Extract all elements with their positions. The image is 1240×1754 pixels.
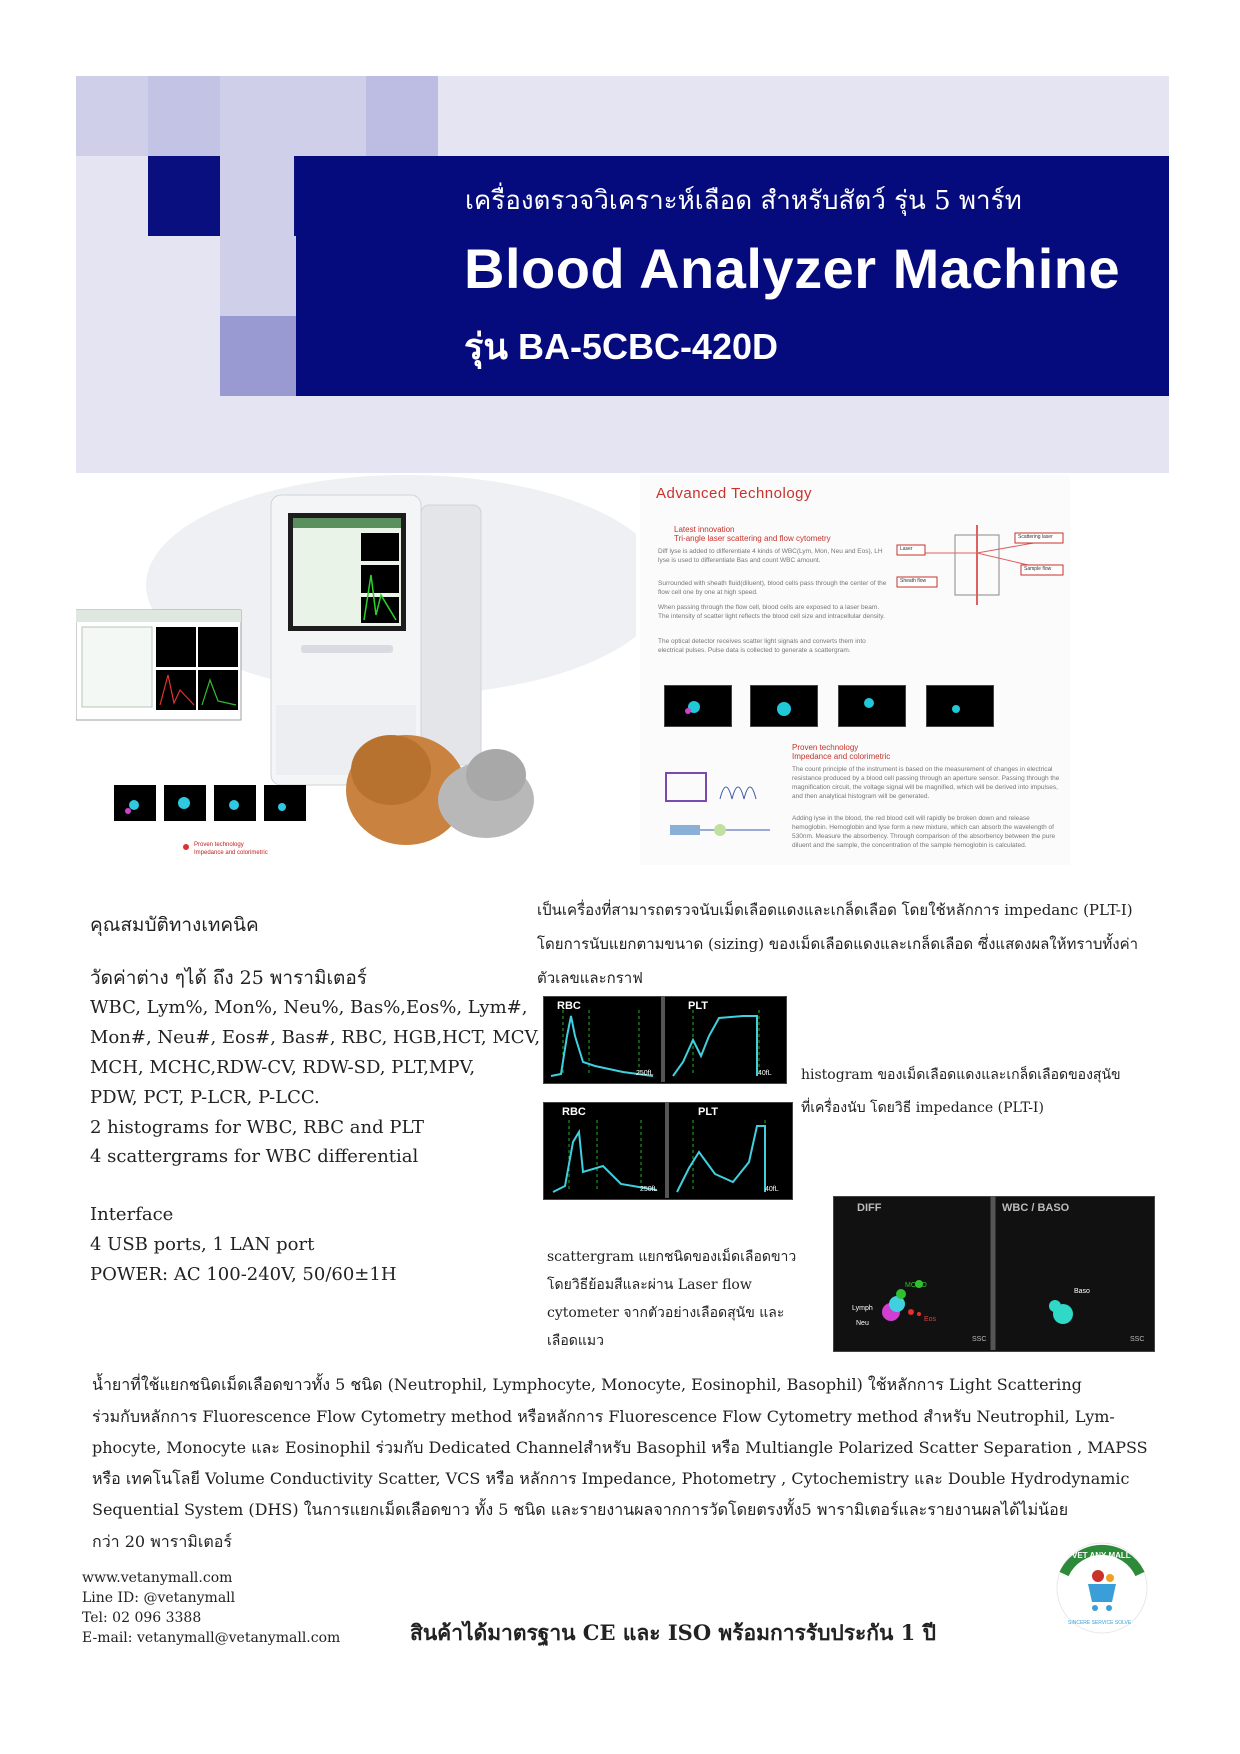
right-para-line: ตัวเลขและกราฟ: [537, 969, 643, 987]
tech-para-6: Adding lyse in the blood, the red blood cell will rapidly be broken down and release hemoglobin. Hemoglobin and lyse form a new mixture, which can absorb the wavelength of 530nm. Measure the absorbency. Through comparison of the absorbency between the pure diluent and the sample, the concentration of the sample hemoglobin is calculated.: [792, 815, 1056, 849]
rbc-axis: 250fL: [636, 1070, 654, 1077]
technology-panel: [640, 475, 1070, 865]
spec-line: MCH, MCHC,RDW-CV, RDW-SD, PLT,MPV,: [90, 1057, 476, 1078]
scatter-dots: [664, 685, 994, 725]
ssc-label: SSC: [1130, 1336, 1145, 1343]
neu-label: Neu: [856, 1320, 869, 1327]
lymph-label: Lymph: [852, 1305, 873, 1312]
footer-website[interactable]: www.vetanymall.com: [82, 1570, 233, 1586]
scatter-caption: scattergram แยกชนิดของเม็ดเลือดขาว: [547, 1249, 797, 1265]
header-mid-square: [220, 316, 296, 396]
tech-heading: Advanced Technology: [656, 485, 812, 502]
header-bg-square: [148, 76, 220, 156]
header-model: รุ่น BA-5CBC-420D: [464, 326, 778, 367]
proven-sub: Impedance and colorimetric: [792, 752, 891, 761]
innovation-title: Latest innovation: [674, 525, 735, 534]
spec-line: PDW, PCT, P-LCR, P-LCC.: [90, 1087, 320, 1108]
plt-axis: 40fL: [758, 1070, 772, 1077]
tech-para-2: Surrounded with sheath fluid(diluent), blood cells pass through the center of the flow cell one by one at high speed.: [658, 580, 887, 596]
tech-para-5: The count principle of the instrument is based on the measurement of changes in electrical resistance produced by a blood cell passing through an aperture sensor. Passing through the magnification circuit, the voltage signal will be magnified, which will be derived into impulses, and then analytical histogram will be generated.: [792, 766, 1060, 800]
baso-label: Baso: [1074, 1288, 1090, 1295]
diagram-label-laser: Laser: [900, 546, 913, 552]
product-image: [76, 475, 636, 865]
plt-label: PLT: [698, 1106, 718, 1118]
footer-line-id: Line ID: @vetanymall: [82, 1590, 236, 1606]
ssc-label: SSC: [972, 1336, 987, 1343]
interface-heading: Interface: [90, 1204, 174, 1225]
bottom-para-line: หรือ เทคโนโลยี Volume Conductivity Scatter, VCS หรือ หลักการ Impedance, Photometry , Cytochemistry และ Double Hydrodynamic: [92, 1469, 1130, 1488]
tech-para-4: The optical detector receives scatter light signals and converts them into electrical pulses. Pulse data is collected to generate a scattergram.: [658, 638, 866, 654]
header-mid-square: [220, 156, 296, 316]
spec-line: 2 histograms for WBC, RBC and PLT: [90, 1117, 424, 1138]
footer-email[interactable]: E-mail: vetanymall@vetanymall.com: [82, 1630, 341, 1646]
analyzer-illustration: [76, 475, 636, 865]
impedance-diagram: [660, 765, 785, 855]
bottom-para-line: phocyte, Monocyte และ Eosinophil ร่วมกับ Dedicated Channelสำหรับ Basophil หรือ Multiangle Polarized Scatter Separation , MAPSS: [92, 1438, 1148, 1457]
scatter-caption: cytometer จากตัวอย่างเลือดสุนัข และ: [547, 1305, 785, 1321]
scatter-caption: โดยวิธีย้อมสีและผ่าน Laser flow: [547, 1277, 752, 1293]
tech-para-1: Diff lyse is added to differentiate 4 kinds of WBC(Lym, Mon, Neu and Eos), LH lyse is used to differentiate Bas and count WBC amount.: [658, 548, 883, 564]
header-subtitle: เครื่องตรวจวิเคราะห์เลือด สำหรับสัตว์ รุ่น 5 พาร์ท: [465, 186, 1022, 216]
header-title: Blood Analyzer Machine: [464, 237, 1121, 300]
logo-text: VET ANY MALL: [1072, 1551, 1131, 1560]
specs-heading: คุณสมบัติทางเทคนิค: [90, 914, 259, 936]
bottom-para-line: กว่า 20 พารามิเตอร์: [92, 1532, 232, 1551]
tech-para-3: When passing through the flow cell, blood cells are exposed to a laser beam. The intensity of scatter light reflects the blood cell size and intracellular density.: [658, 604, 885, 620]
histogram-caption: ที่เครื่องนับ โดยวิธี impedance (PLT-I): [801, 1100, 1044, 1116]
right-para-line: โดยการนับแยกตามขนาด (sizing) ของเม็ดเลือดแดงและเกล็ดเลือด ซึ่งแสดงผลให้ทราบทั้งค่า: [537, 935, 1139, 953]
rbc-label: RBC: [562, 1106, 586, 1118]
rbc-label: RBC: [557, 1000, 581, 1012]
diagram-label-scattering: Scattering laser: [1018, 534, 1053, 540]
image-caption-title: Proven technology: [194, 842, 244, 848]
specs-param-intro: วัดค่าต่าง ๆได้ ถึง 25 พารามิเตอร์: [90, 967, 367, 989]
spec-line: Mon#, Neu#, Eos#, Bas#, RBC, HGB,HCT, MCV,: [90, 1027, 541, 1048]
rbc-axis: 250fL: [640, 1186, 658, 1193]
header-dark-square: [148, 156, 220, 236]
diagram-label-sample: Sample flow: [1024, 566, 1052, 572]
scattergram-dots: [833, 1196, 1153, 1350]
wbc-baso-label: WBC / BASO: [1002, 1202, 1070, 1214]
bottom-para-line: ร่วมกับหลักการ Fluorescence Flow Cytometry method หรือหลักการ Fluorescence Flow Cytometry method สำหรับ Neutrophil, Lym-: [92, 1407, 1115, 1426]
vetanymall-logo: [1054, 1540, 1150, 1636]
spec-line: WBC, Lym%, Mon%, Neu%, Bas%,Eos%, Lym#,: [90, 997, 528, 1018]
certification-statement: สินค้าได้มาตรฐาน CE และ ISO พร้อมการรับประกัน 1 ปี: [410, 1620, 936, 1645]
plt-axis: 40fL: [765, 1186, 779, 1193]
interface-line: POWER: AC 100-240V, 50/60±1H: [90, 1264, 397, 1285]
diagram-label-sheath: Sheath flow: [900, 578, 927, 584]
diff-label: DIFF: [857, 1202, 882, 1214]
histogram-caption: histogram ของเม็ดเลือดแดงและเกล็ดเลือดของสุนัข: [801, 1067, 1121, 1083]
bottom-para-line: น้ำยาที่ใช้แยกชนิดเม็ดเลือดขาวทั้ง 5 ชนิด (Neutrophil, Lymphocyte, Monocyte, Eosinophil, Basophil) ใช้หลักการ Light Scattering: [92, 1375, 1082, 1394]
image-caption-sub: Impedance and colorimetric: [194, 850, 268, 856]
mono-label: MONO: [905, 1282, 927, 1289]
scatter-caption: เลือดแมว: [547, 1333, 604, 1349]
eos-label: Eos: [924, 1316, 937, 1323]
proven-title: Proven technology: [792, 743, 859, 752]
logo-slogan: SINCERE SERVICE SOLVE: [1068, 1620, 1132, 1626]
bottom-para-line: Sequential System (DHS) ในการแยกเม็ดเลือดขาว ทั้ง 5 ชนิด และรายงานผลจากการวัดโดยตรงทั้ง5 พารามิเตอร์และรายงานผลได้ไม่น้อย: [92, 1500, 1069, 1519]
innovation-sub: Tri-angle laser scattering and flow cytometry: [674, 534, 831, 543]
footer-tel: Tel: 02 096 3388: [82, 1610, 202, 1626]
plt-label: PLT: [688, 1000, 708, 1012]
right-para-line: เป็นเครื่องที่สามารถตรวจนับเม็ดเลือดแดงและเกล็ดเลือด โดยใช้หลักการ impedanc (PLT-I): [537, 901, 1133, 919]
spec-line: 4 scattergrams for WBC differential: [90, 1146, 419, 1167]
interface-line: 4 USB ports, 1 LAN port: [90, 1234, 315, 1255]
